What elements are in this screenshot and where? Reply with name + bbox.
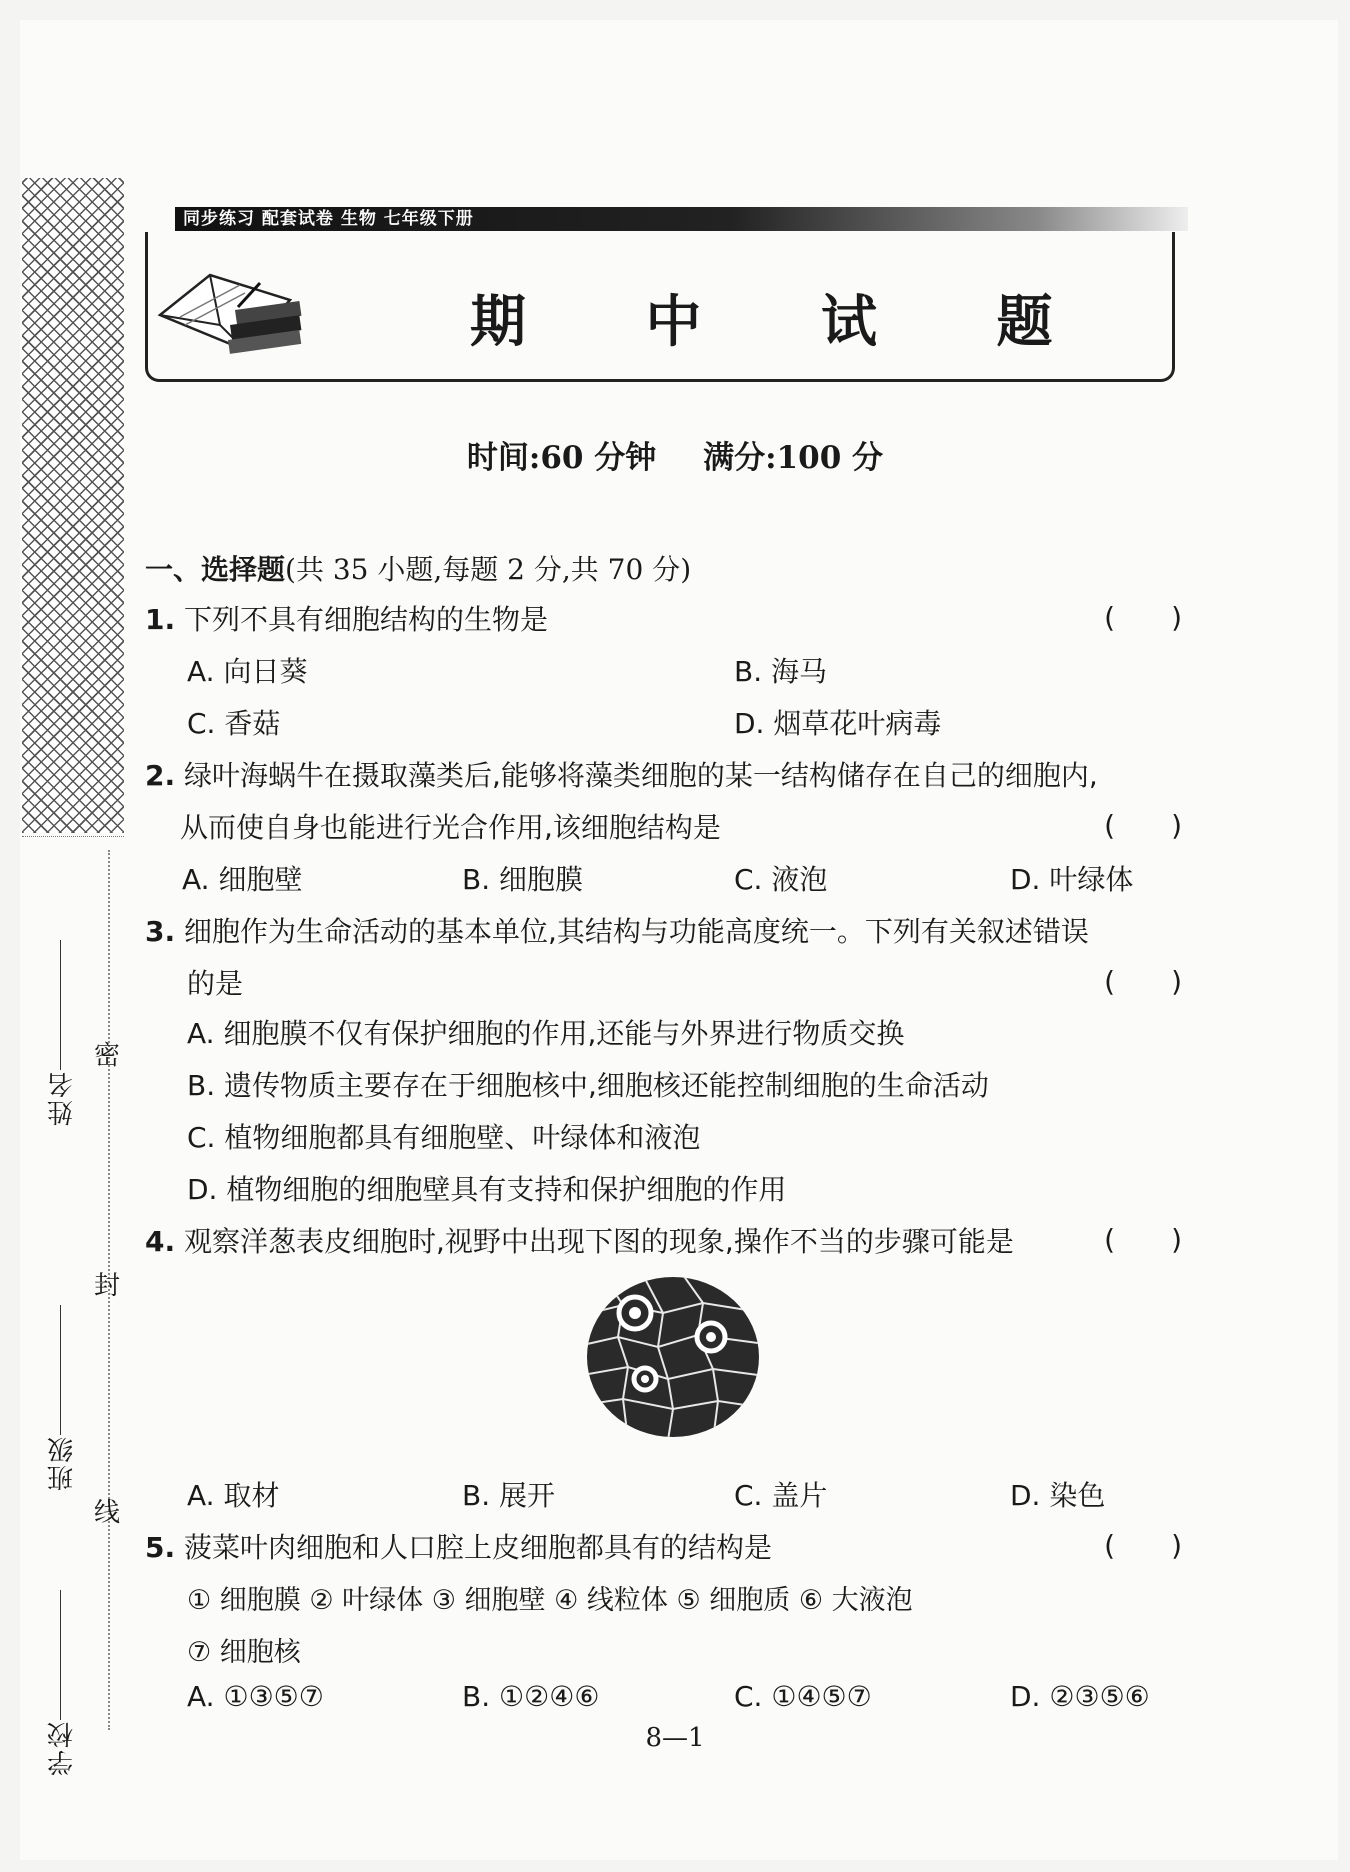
class-blank[interactable] — [61, 1305, 62, 1435]
section-note: (共 35 小题,每题 2 分,共 70 分) — [285, 553, 692, 586]
name-blank[interactable] — [61, 940, 62, 1070]
q1-stem: 下列不具有细胞结构的生物是 — [184, 603, 549, 636]
question-2 — [145, 754, 1098, 794]
question-3 — [145, 910, 1089, 950]
q2-stem-line2: 从而使自身也能进行光合作用,该细胞结构是 — [180, 811, 721, 844]
q4-option-c[interactable]: C. 盖片 — [734, 1479, 828, 1512]
q3-option-d[interactable]: D. 植物细胞的细胞壁具有支持和保护细胞的作用 — [187, 1173, 787, 1206]
school-blank[interactable] — [61, 1590, 62, 1720]
q3-option-c[interactable]: C. 植物细胞都具有细胞壁、叶绿体和液泡 — [187, 1121, 701, 1154]
q1-number: 1. — [145, 603, 176, 636]
name-field[interactable] — [42, 940, 82, 1126]
name-label: 姓名 — [47, 1070, 78, 1126]
q3-answer-bracket[interactable]: ( ) — [1104, 965, 1182, 998]
q4-option-b[interactable]: B. 展开 — [462, 1479, 556, 1512]
q3-option-b[interactable]: B. 遗传物质主要存在于细胞核中,细胞核还能控制细胞的生命活动 — [187, 1069, 989, 1102]
seal-xian: 线 — [94, 1498, 121, 1528]
q5-items-line1: ① 细胞膜 ② 叶绿体 ③ 细胞壁 ④ 线粒体 ⑤ 细胞质 ⑥ 大液泡 — [187, 1585, 913, 1616]
seal-feng: 封 — [94, 1271, 121, 1301]
series-bar: 同步练习 配套试卷 生物 七年级下册 — [175, 207, 1188, 231]
full-score: 满分:100 分 — [703, 440, 884, 476]
school-label: 学校 — [47, 1720, 78, 1776]
q5-option-a[interactable]: A. ①③⑤⑦ — [187, 1680, 324, 1713]
page-title: 期 中 试 题 — [470, 289, 1103, 355]
q5-option-b[interactable]: B. ①②④⑥ — [462, 1680, 600, 1713]
decorative-pattern — [22, 178, 124, 833]
question-5 — [145, 1526, 772, 1566]
q3-number: 3. — [145, 915, 176, 948]
seal-mi: 密 — [94, 1041, 121, 1071]
q1-option-c[interactable]: C. 香菇 — [187, 707, 281, 740]
q3-stem-line1: 细胞作为生命活动的基本单位,其结构与功能高度统一。下列有关叙述错误 — [184, 915, 1089, 948]
q5-option-c[interactable]: C. ①④⑤⑦ — [734, 1680, 872, 1713]
q2-option-b[interactable]: B. 细胞膜 — [462, 863, 584, 896]
q2-option-c[interactable]: C. 液泡 — [734, 863, 828, 896]
book-icon — [150, 255, 310, 365]
q4-stem: 观察洋葱表皮细胞时,视野中出现下图的现象,操作不当的步骤可能是 — [184, 1225, 1014, 1258]
q5-option-d[interactable]: D. ②③⑤⑥ — [1010, 1680, 1150, 1713]
q4-option-d[interactable]: D. 染色 — [1010, 1479, 1106, 1512]
microscope-view-figure — [583, 1275, 763, 1440]
q2-option-a[interactable]: A. 细胞壁 — [182, 863, 303, 896]
q4-option-a[interactable]: A. 取材 — [187, 1479, 280, 1512]
class-field[interactable] — [42, 1305, 82, 1491]
q2-number: 2. — [145, 759, 176, 792]
q5-answer-bracket[interactable]: ( ) — [1104, 1529, 1182, 1562]
q2-answer-bracket[interactable]: ( ) — [1104, 809, 1182, 842]
section-heading — [145, 548, 691, 588]
q1-option-d[interactable]: D. 烟草花叶病毒 — [734, 707, 942, 740]
q3-option-a[interactable]: A. 细胞膜不仅有保护细胞的作用,还能与外界进行物质交换 — [187, 1017, 905, 1050]
divider — [22, 836, 124, 837]
q2-option-d[interactable]: D. 叶绿体 — [1010, 863, 1134, 896]
q5-number: 5. — [145, 1531, 176, 1564]
question-4 — [145, 1220, 1014, 1260]
question-1 — [145, 598, 548, 638]
q4-answer-bracket[interactable]: ( ) — [1104, 1223, 1182, 1256]
q1-option-b[interactable]: B. 海马 — [734, 655, 828, 688]
q5-stem: 菠菜叶肉细胞和人口腔上皮细胞都具有的结构是 — [184, 1531, 773, 1564]
page-number: 8—1 — [645, 1723, 705, 1753]
q1-answer-bracket[interactable]: ( ) — [1104, 601, 1182, 634]
q3-stem-line2: 的是 — [187, 967, 244, 1000]
class-label: 班级 — [47, 1435, 78, 1491]
time-limit: 时间:60 分钟 — [466, 440, 657, 476]
section-title: 一、选择题 — [145, 553, 286, 586]
q1-option-a[interactable]: A. 向日葵 — [187, 655, 308, 688]
q4-number: 4. — [145, 1225, 176, 1258]
q2-stem-line1: 绿叶海蜗牛在摄取藻类后,能够将藻类细胞的某一结构储存在自己的细胞内, — [184, 759, 1098, 792]
q5-items-line2: ⑦ 细胞核 — [187, 1637, 301, 1668]
exam-info — [0, 432, 1350, 477]
